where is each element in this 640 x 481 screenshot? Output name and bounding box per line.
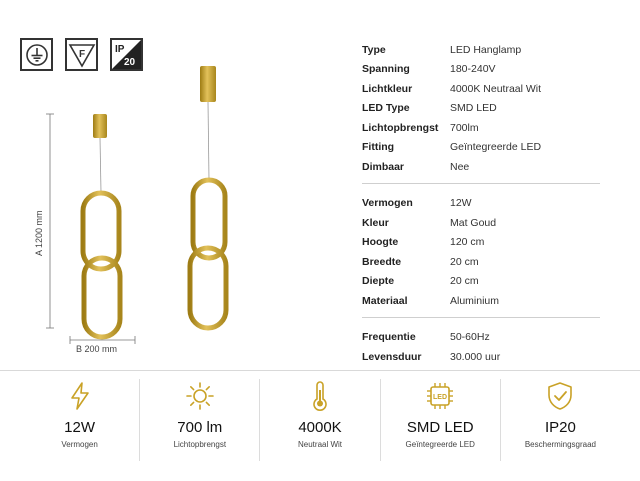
spec-row — [362, 60, 600, 80]
spec-value: 4000K Neutraal Wit — [450, 82, 542, 95]
feature-value: IP20 — [544, 419, 576, 436]
spec-value: 120 cm — [450, 236, 485, 249]
feature-label: Beschermingsgraad — [524, 440, 596, 449]
spec-row — [362, 138, 600, 158]
height-dimension-line — [46, 114, 54, 328]
lamp-right — [190, 66, 226, 328]
spec-value: 20 cm — [450, 255, 479, 268]
lamp-left — [83, 114, 120, 337]
spec-row — [362, 213, 600, 233]
spec-value: LED Hanglamp — [450, 43, 522, 56]
feature-label: Geïntegreerde LED — [405, 440, 475, 449]
width-dimension-label: B 200 mm — [76, 344, 118, 354]
feature-power — [20, 379, 140, 461]
spec-key: Lichtkleur — [362, 82, 413, 95]
feature-bar — [0, 370, 640, 481]
spec-key: Materiaal — [362, 294, 408, 307]
spec-value: 50-60Hz — [450, 331, 490, 344]
spec-row — [362, 272, 600, 292]
spec-value: SMD LED — [450, 102, 497, 115]
spec-value: 20 cm — [450, 275, 479, 288]
led-chip-icon — [425, 381, 455, 411]
spec-key: Diepte — [362, 275, 395, 288]
spec-value: 700lm — [450, 121, 479, 134]
spec-row — [362, 233, 600, 253]
spec-key: Levensduur — [362, 350, 422, 363]
lightning-icon — [65, 381, 95, 411]
feature-value: SMD LED — [406, 419, 474, 436]
spec-key: Dimbaar — [362, 160, 405, 173]
spec-group-physical — [362, 194, 600, 311]
feature-color-temperature — [260, 379, 380, 461]
spec-key: Kleur — [362, 216, 389, 229]
spec-key: Spanning — [362, 63, 410, 76]
spec-key: Frequentie — [362, 331, 416, 344]
feature-lumen — [140, 379, 260, 461]
spec-row — [362, 40, 600, 60]
spec-group-electrical — [362, 328, 600, 367]
feature-protection — [501, 379, 620, 461]
specifications-table — [362, 40, 600, 367]
spec-value: Geïntegreerde LED — [450, 141, 542, 154]
spec-key: Type — [362, 43, 386, 56]
spec-key: Hoogte — [362, 236, 399, 249]
spec-row — [362, 79, 600, 99]
spec-key: Vermogen — [362, 197, 413, 210]
spec-value: 30.000 uur — [450, 350, 501, 363]
f-mark-letter: F — [78, 48, 85, 60]
sun-icon — [185, 381, 215, 411]
spec-row — [362, 252, 600, 272]
height-dimension-label: A 1200 mm — [34, 210, 44, 256]
spec-row — [362, 99, 600, 119]
spec-value: Aluminium — [450, 294, 500, 307]
feature-label: Vermogen — [61, 440, 98, 449]
spec-row — [362, 157, 600, 177]
spec-row — [362, 347, 600, 367]
ceiling-canopy-right — [200, 66, 216, 102]
spec-key: Lichtopbrengst — [362, 121, 439, 134]
spec-key: Breedte — [362, 255, 402, 268]
feature-value: 700 lm — [177, 419, 223, 436]
ceiling-canopy-left — [93, 114, 107, 138]
spec-value: 180-240V — [450, 63, 496, 76]
spec-value: Mat Goud — [450, 216, 497, 229]
feature-label: Lichtopbrengst — [173, 440, 227, 449]
spec-key: LED Type — [362, 102, 410, 115]
spec-row — [362, 328, 600, 348]
feature-value: 4000K — [298, 419, 342, 436]
spec-row — [362, 291, 600, 311]
product-drawing — [0, 60, 330, 370]
spec-row — [362, 118, 600, 138]
feature-value: 12W — [64, 419, 96, 436]
ip-rating-line2: 20 — [124, 57, 136, 68]
spec-value: 12W — [450, 197, 472, 210]
spec-row — [362, 194, 600, 214]
thermometer-icon — [305, 381, 335, 411]
feature-label: Neutraal Wit — [298, 440, 343, 449]
suspension-wire-left — [100, 138, 101, 192]
spec-key: Fitting — [362, 141, 395, 154]
spec-value: Nee — [450, 160, 470, 173]
spec-group-general — [362, 40, 600, 177]
spec-divider — [362, 317, 600, 318]
feature-led-type — [381, 379, 501, 461]
spec-divider — [362, 183, 600, 184]
ip-rating-line1: IP — [115, 44, 125, 55]
led-chip-text: LED — [433, 394, 448, 401]
suspension-wire-right — [208, 102, 209, 180]
shield-check-icon — [545, 381, 575, 411]
pendant-lamp-illustration — [0, 60, 330, 370]
